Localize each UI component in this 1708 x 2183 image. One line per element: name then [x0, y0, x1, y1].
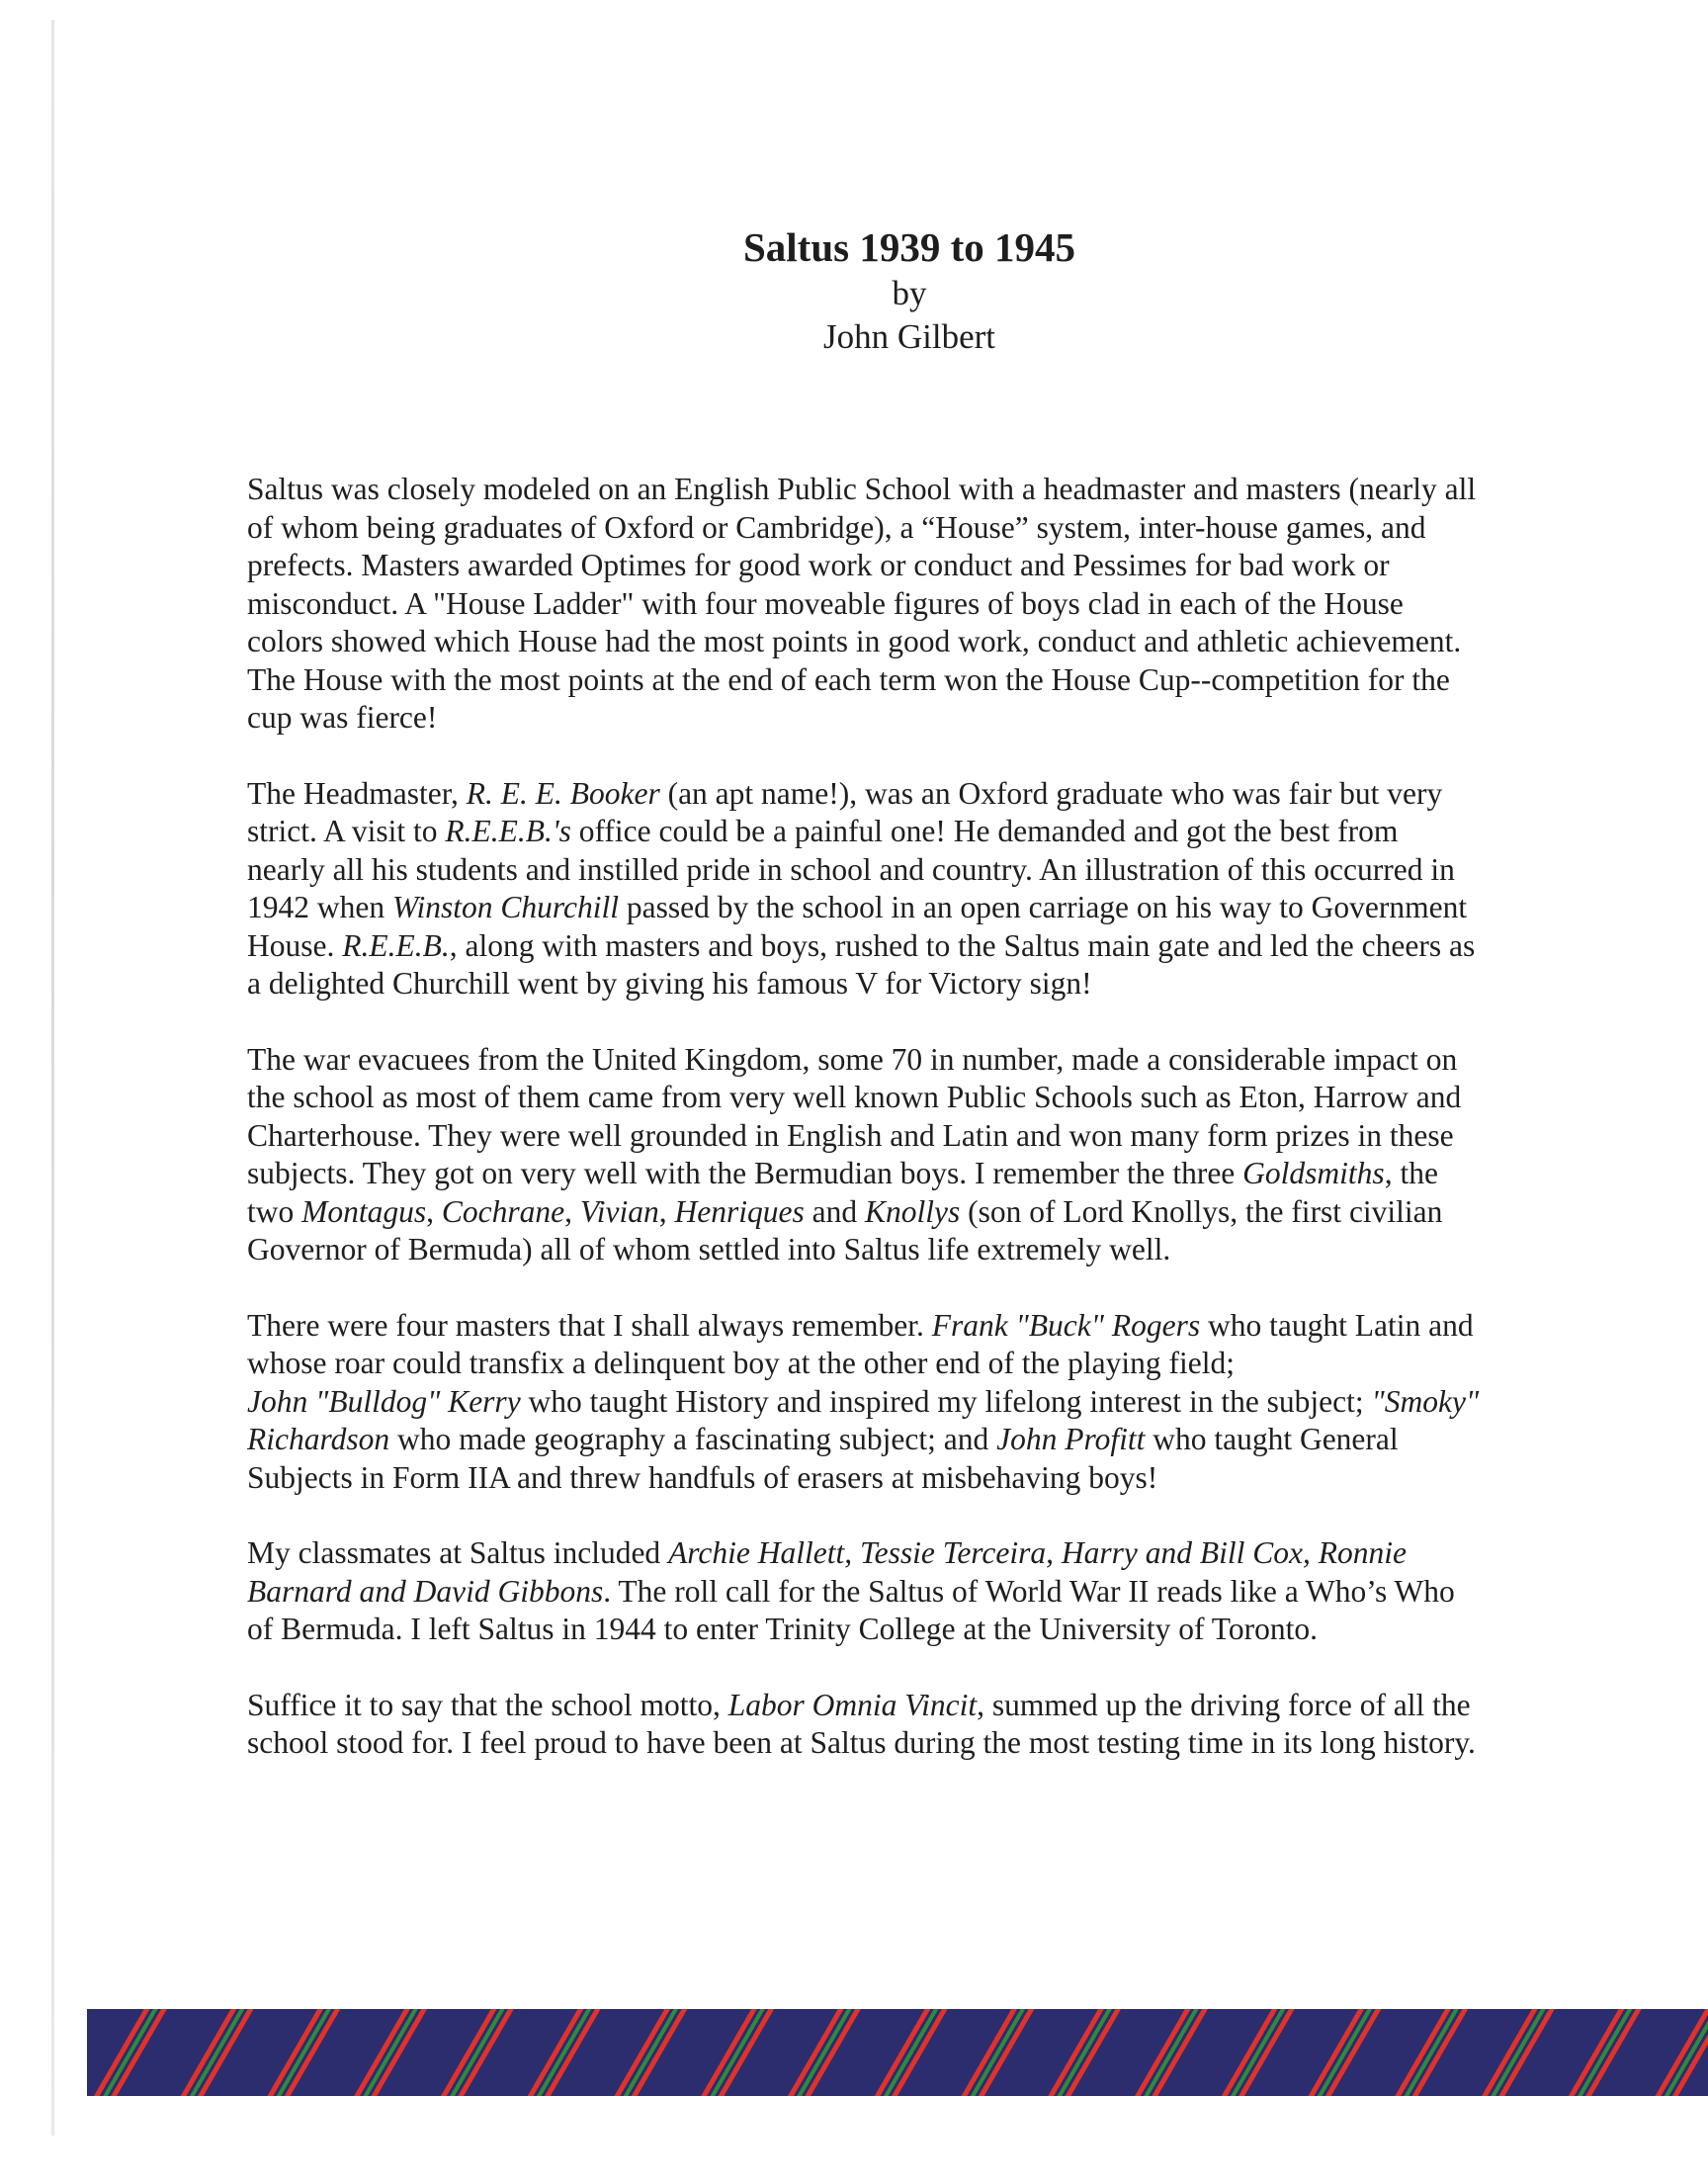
italic-name: Archie Hallett, Tessie Terceira, Harry and Bill Cox, Ronnie [668, 1535, 1407, 1570]
text-run: office could be a painful one! He demanded and got the best from [570, 814, 1399, 848]
text-line: of whom being graduates of Oxford or Cambridge), a “House” system, inter-house games, and [247, 509, 1426, 545]
paragraph-headmaster [247, 775, 1572, 1004]
text-line: The House with the most points at the end of each term won the House Cup--competition for the [247, 661, 1450, 697]
text-line [247, 813, 1572, 851]
text-run: who taught General [1145, 1422, 1399, 1456]
text-run: , the [1384, 1156, 1438, 1190]
text-line: a delighted Churchill went by giving his famous V for Victory sign! [247, 966, 1092, 1001]
text-run: . The roll call for the Saltus of World War II reads like a Who’s Who [603, 1573, 1455, 1609]
byline-by: by [892, 274, 927, 312]
italic-name: Frank "Buck" Rogers [931, 1307, 1201, 1343]
text-line [247, 1687, 1572, 1725]
text-run: , summed up the driving force of all the [977, 1687, 1471, 1722]
text-run: , [426, 1193, 442, 1229]
text-line: prefects. Masters awarded Optimes for good work or conduct and Pessimes for bad work or [247, 548, 1390, 582]
text-run: who made geography a fascinating subject; and [389, 1422, 997, 1456]
italic-name: Montagus [301, 1193, 427, 1229]
title-block [0, 222, 1708, 359]
text-run: House. [247, 927, 343, 963]
text-line: The war evacuees from the United Kingdom, some 70 in number, made a considerable impact on [247, 1041, 1458, 1077]
text-line: Governor of Bermuda) all of whom settled into Saltus life extremely well. [247, 1232, 1171, 1266]
italic-name: Goldsmiths [1242, 1156, 1385, 1190]
text-line: Charterhouse. They were well grounded in English and Latin and won many form prizes in these [247, 1117, 1454, 1153]
text-run: strict. A visit to [247, 814, 446, 848]
italic-name: Richardson [247, 1422, 390, 1456]
author-name: John Gilbert [822, 317, 995, 356]
italic-name: Winston Churchill [391, 890, 619, 924]
italic-name: R.E.E.B.'s [445, 814, 571, 848]
text-line: cup was fierce! [247, 700, 438, 735]
italic-name: John Profitt [996, 1422, 1146, 1456]
text-line: Subjects in Form IIA and threw handfuls of erasers at misbehaving boys! [247, 1459, 1158, 1495]
text-run: , [564, 1193, 580, 1229]
text-line: misconduct. A "House Ladder" with four moveable figures of boys clad in each of the House [247, 585, 1404, 621]
paragraph-masters [247, 1307, 1572, 1498]
italic-name: "Smoky" [1371, 1383, 1480, 1419]
text-run: Suffice it to say that the school motto, [247, 1687, 728, 1722]
paragraph-classmates [247, 1534, 1572, 1649]
text-run: , [658, 1193, 675, 1229]
text-line [247, 1573, 1572, 1612]
text-line [247, 1383, 1572, 1422]
text-line [247, 1534, 1572, 1573]
text-line: Saltus was closely modeled on an English Public School with a headmaster and masters (nearly all [247, 472, 1477, 506]
text-run: My classmates at Saltus included [247, 1535, 669, 1570]
text-run: subjects. They got on very well with the Bermudian boys. I remember the three [247, 1156, 1243, 1190]
text-line [247, 1421, 1572, 1459]
paragraph-house-system [247, 471, 1572, 738]
italic-name: John "Bulldog" Kerry [247, 1383, 521, 1419]
page-title: Saltus 1939 to 1945 [742, 224, 1075, 270]
paragraph-evacuees [247, 1041, 1572, 1269]
italic-name: R. E. E. Booker [466, 775, 660, 811]
text-line [247, 927, 1572, 966]
text-run: , along with masters and boys, rushed to the Saltus main gate and led the cheers as [449, 927, 1476, 963]
italic-name: Labor Omnia Vincit [727, 1687, 978, 1722]
text-run: who taught History and inspired my lifelong interest in the subject; [520, 1383, 1372, 1419]
italic-name: Vivian [579, 1193, 659, 1229]
text-run: (an apt name!), was an Oxford graduate who was fair but very [659, 775, 1443, 811]
decorative-stripe-band [87, 2009, 1708, 2096]
text-line: nearly all his students and instilled pride in school and country. An illustration of this occurred in [247, 851, 1455, 887]
text-line [247, 1307, 1572, 1346]
italic-name: R.E.E.B. [342, 927, 450, 963]
italic-name: Cochrane [441, 1193, 565, 1229]
article-body [247, 471, 1572, 1800]
text-line: of Bermuda. I left Saltus in 1944 to enter Trinity College at the University of Toronto. [247, 1612, 1318, 1646]
italic-name: Henriques [674, 1193, 805, 1229]
text-line: whose roar could transfix a delinquent boy at the other end of the playing field; [247, 1346, 1235, 1380]
text-line: colors showed which House had the most points in good work, conduct and athletic achievement. [247, 624, 1462, 658]
text-line [247, 775, 1572, 814]
text-run: There were four masters that I shall always remember. [247, 1307, 932, 1343]
text-run: 1942 when [247, 890, 392, 924]
text-run: passed by the school in an open carriage on his way to Government [618, 890, 1468, 924]
text-line: school stood for. I feel proud to have been at Saltus during the most testing time in its long history. [247, 1725, 1476, 1760]
text-line [247, 889, 1572, 927]
text-run: (son of Lord Knollys, the first civilian [960, 1193, 1443, 1229]
italic-name: Barnard and David Gibbons [247, 1573, 604, 1609]
paragraph-motto [247, 1687, 1572, 1763]
text-run: and [804, 1193, 865, 1229]
text-run: who taught Latin and [1200, 1307, 1474, 1343]
text-run: The Headmaster, [247, 775, 467, 811]
italic-name: Knollys [864, 1193, 961, 1229]
text-line [247, 1193, 1572, 1232]
text-line [247, 1155, 1572, 1193]
text-run: two [247, 1193, 302, 1229]
text-line: the school as most of them came from very well known Public Schools such as Eton, Harrow and [247, 1080, 1462, 1114]
